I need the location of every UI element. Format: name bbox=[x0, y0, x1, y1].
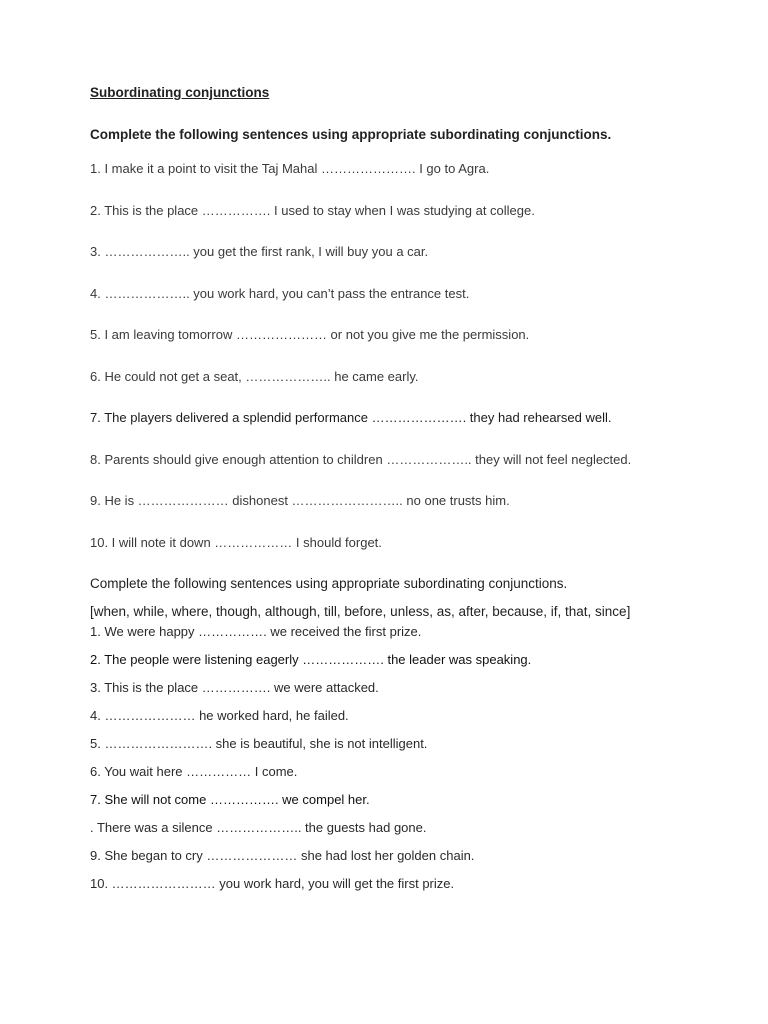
section2-item-5: 5. ……………………. she is beautiful, she is not intelligent. bbox=[90, 736, 428, 751]
worksheet-page bbox=[90, 84, 730, 903]
section2-item-1: 1. We were happy ……………. we received the first prize. bbox=[90, 624, 422, 639]
section1-item-6: 6. He could not get a seat, ……………….. he came early. bbox=[90, 368, 419, 384]
section2-item-7: 7. She will not come ……………. we compel her. bbox=[90, 792, 370, 807]
section1-item-9: 9. He is ………………… dishonest …………………….. no one trusts him. bbox=[90, 493, 510, 508]
page-title: Subordinating conjunctions bbox=[90, 85, 270, 100]
section2-item-10: 10. …………………… you work hard, you will get the first prize. bbox=[90, 876, 455, 891]
section1-item-2: 2. This is the place ……………. I used to stay when I was studying at college. bbox=[90, 202, 535, 218]
section1-instruction: Complete the following sentences using appropriate subordinating conjunctions. bbox=[90, 127, 612, 142]
section1-item-5: 5. I am leaving tomorrow ………………… or not you give me the permission. bbox=[90, 327, 530, 342]
section2-instruction: Complete the following sentences using appropriate subordinating conjunctions. bbox=[90, 576, 568, 591]
section1-item-8: 8. Parents should give enough attention to children ……………….. they will not feel neglected. bbox=[90, 451, 632, 467]
section1-item-3: 3. ……………….. you get the first rank, I will buy you a car. bbox=[90, 244, 429, 259]
section1-item-4: 4. ……………….. you work hard, you can’t pass the entrance test. bbox=[90, 285, 470, 301]
section2-item-9: 9. She began to cry ………………… she had lost her golden chain. bbox=[90, 848, 475, 863]
section1-item-1: 1. I make it a point to visit the Taj Mahal …………………. I go to Agra. bbox=[90, 161, 490, 176]
section1-item-7: 7. The players delivered a splendid performance …………………. they had rehearsed well. bbox=[90, 410, 612, 425]
word-bank: [when, while, where, though, although, till, before, unless, as, after, because, if, that, since] bbox=[90, 604, 631, 619]
section2-item-8: . There was a silence ……………….. the guests had gone. bbox=[90, 820, 427, 835]
section1-item-10: 10. I will note it down ……………… I should forget. bbox=[90, 534, 382, 550]
section2-item-2: 2. The people were listening eagerly ………………. the leader was speaking. bbox=[90, 652, 532, 667]
section2-item-3: 3. This is the place ……………. we were attacked. bbox=[90, 680, 379, 695]
section2-item-4: 4. ………………… he worked hard, he failed. bbox=[90, 708, 349, 723]
section2-item-6: 6. You wait here …………… I come. bbox=[90, 764, 298, 779]
section2-list bbox=[90, 623, 730, 893]
section1-list bbox=[90, 160, 730, 552]
